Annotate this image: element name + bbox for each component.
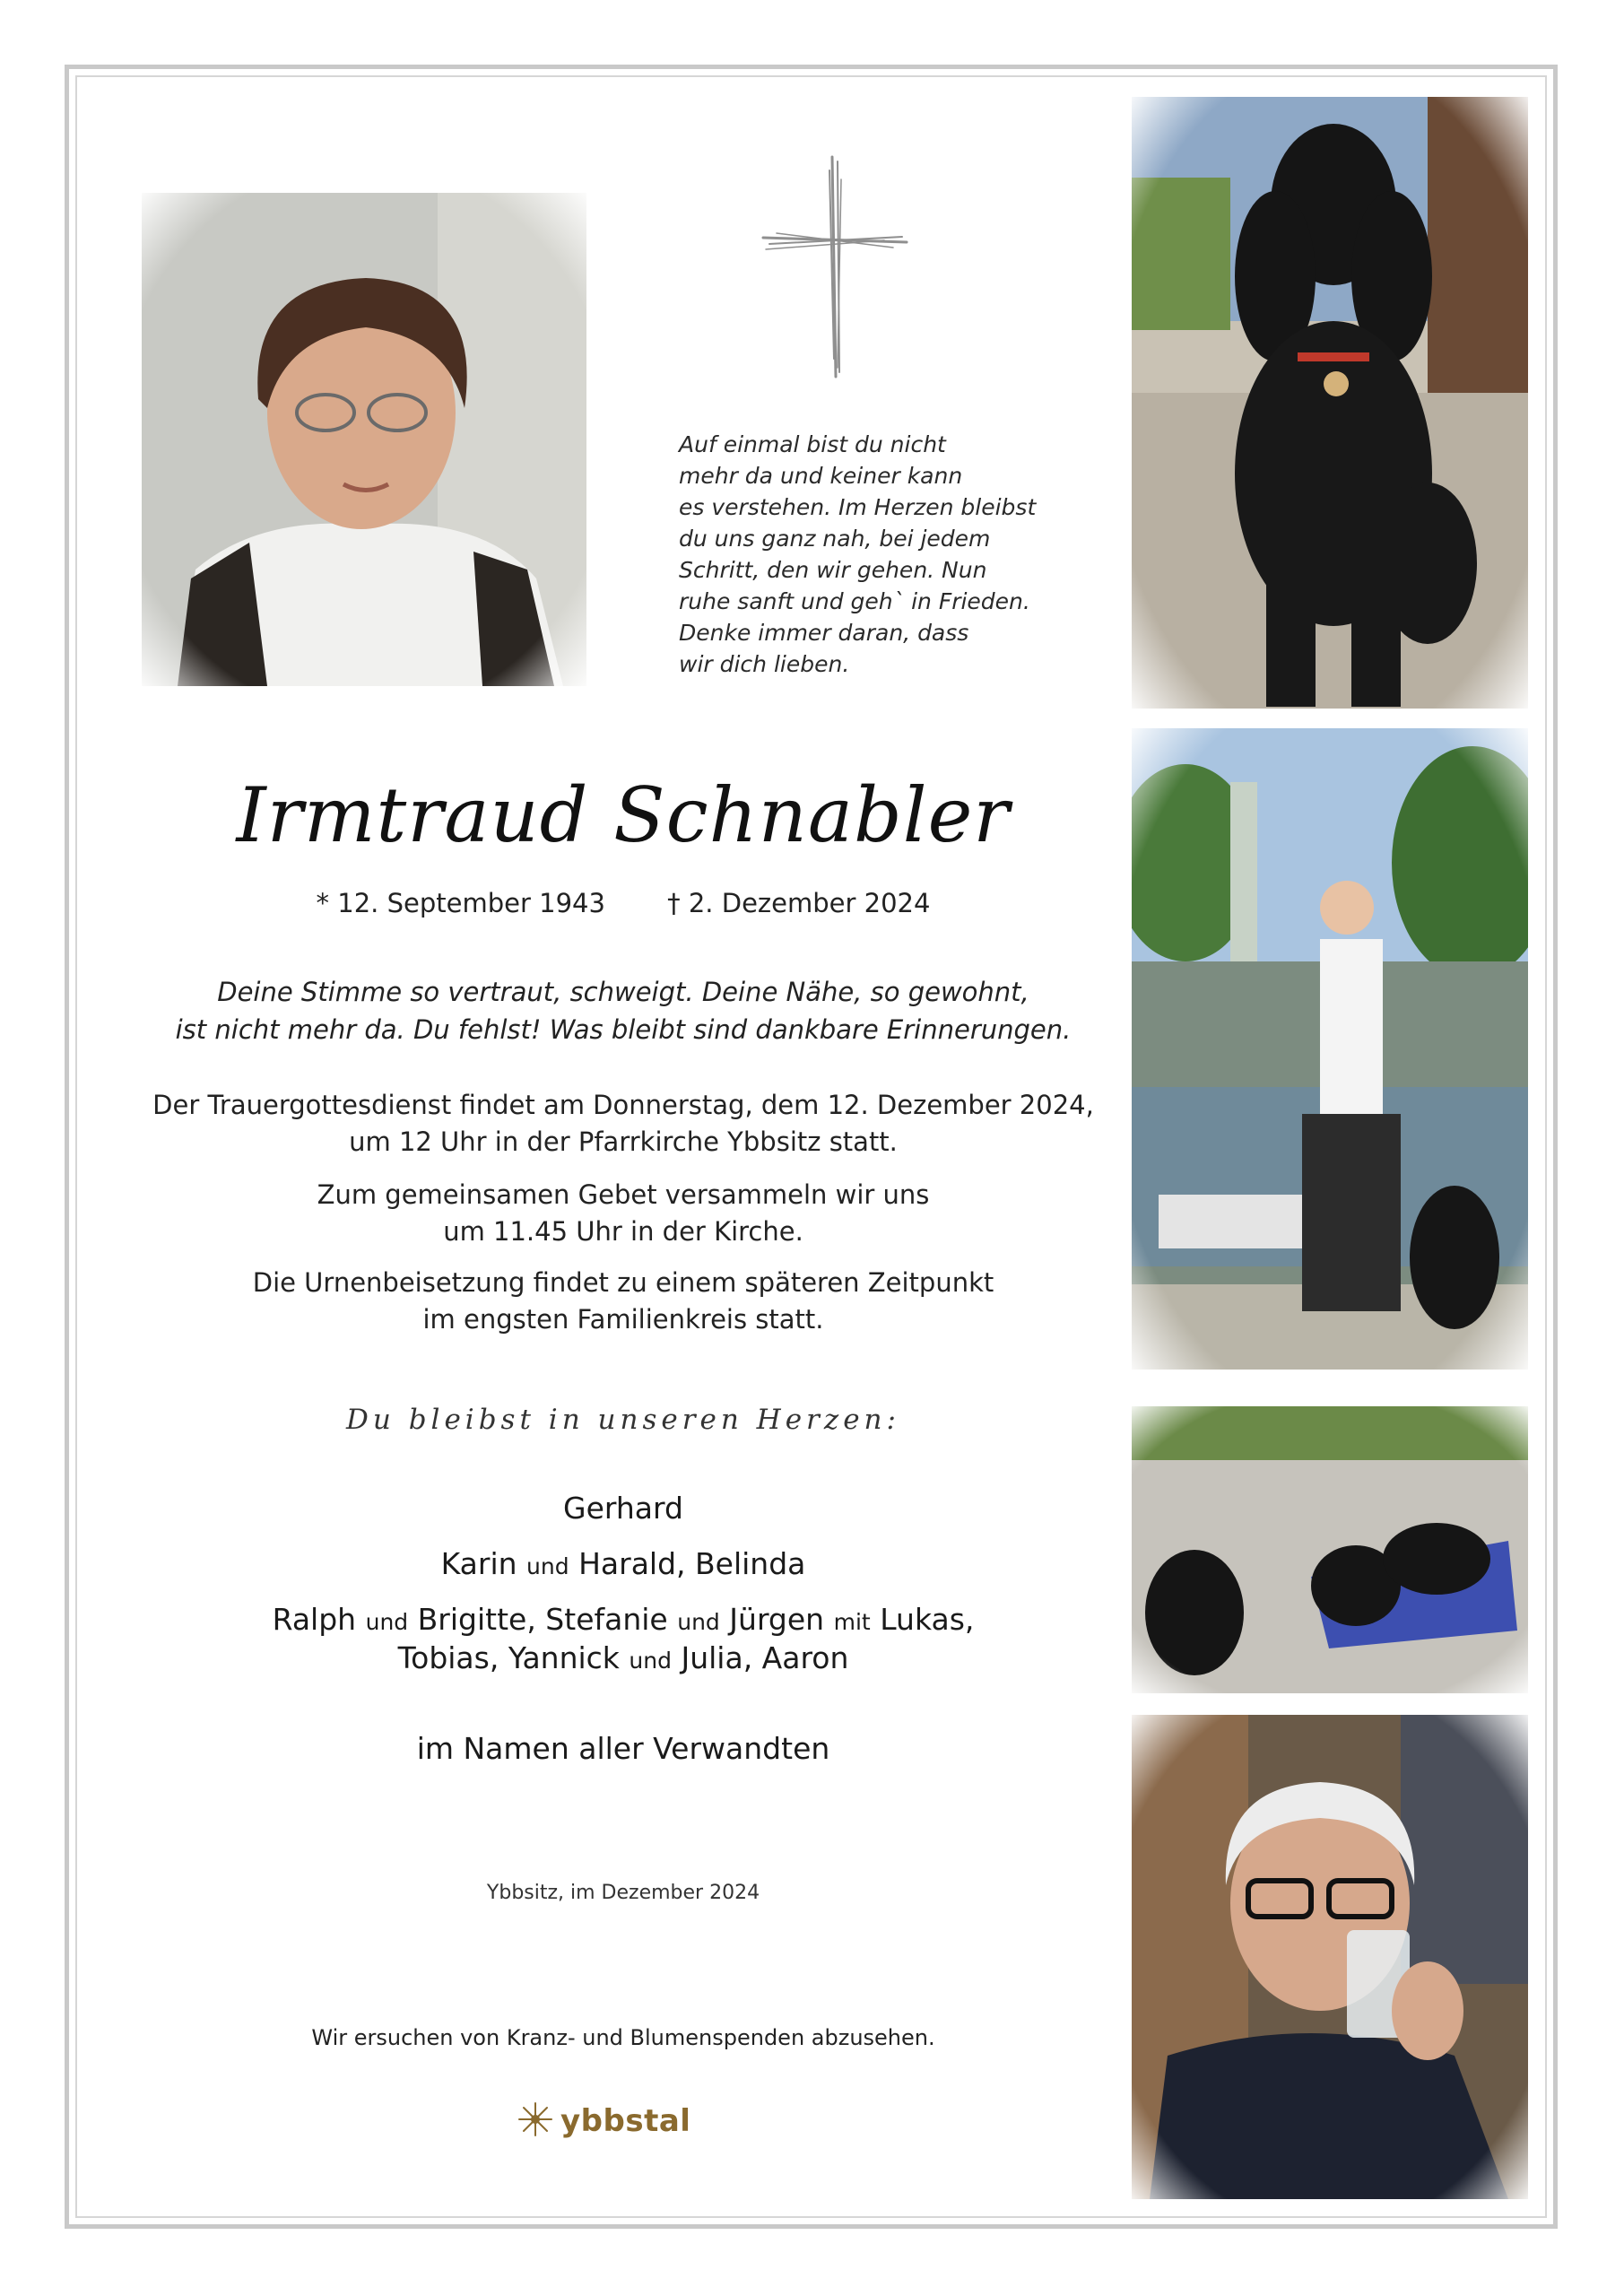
service-line: um 11.45 Uhr in der Kirche. — [443, 1216, 803, 1247]
poem-line: es verstehen. Im Herzen bleibst — [679, 494, 1037, 520]
service-line: Die Urnenbeisetzung findet zu einem späteren Zeitpunkt — [252, 1267, 994, 1298]
service-line: um 12 Uhr in der Pfarrkirche Ybbsitz statt. — [349, 1126, 898, 1157]
poem-line: Schritt, den wir gehen. Nun — [679, 557, 987, 583]
family-connector: mit — [833, 1609, 871, 1635]
death-date: † 2. Dezember 2024 — [667, 888, 931, 918]
family-connector: und — [677, 1609, 720, 1635]
family-connector: und — [365, 1609, 409, 1635]
family-name: Harald, Belinda — [578, 1546, 806, 1581]
family-line-2 — [135, 1544, 1112, 1586]
place-date: Ybbsitz, im Dezember 2024 — [486, 1882, 760, 1904]
family-name: Julia, Aaron — [681, 1640, 849, 1675]
poem-line: ruhe sanft und geh` in Frieden. — [679, 588, 1030, 614]
puppies-photo — [1132, 1406, 1528, 1693]
poem-line: Denke immer daran, dass — [679, 620, 969, 646]
ybbstal-logo — [516, 2099, 690, 2144]
mourners-heading: Du bleibst in unseren Herzen: — [346, 1404, 900, 1436]
family-name: Ralph — [272, 1602, 357, 1637]
quote-line: Deine Stimme so vertraut, schweigt. Deine Nähe, so gewohnt, — [217, 977, 1029, 1007]
family-line-4 — [135, 1639, 1112, 1680]
cross-icon — [759, 152, 911, 381]
family-name: Lukas, — [880, 1602, 975, 1637]
family-name: Karin — [440, 1546, 517, 1581]
park-photo — [1132, 728, 1528, 1370]
deceased-name: Irmtraud Schnabler — [236, 771, 1011, 859]
poem-line: du uns ganz nah, bei jedem — [679, 526, 991, 552]
family-line-3 — [135, 1600, 1112, 1641]
drinking-photo — [1132, 1715, 1528, 2199]
family-name: Tobias, Yannick — [397, 1640, 620, 1675]
family-connector: und — [526, 1553, 569, 1579]
poem-line: wir dich lieben. — [679, 651, 850, 677]
life-dates — [135, 888, 1112, 918]
funeral-service-info — [108, 1087, 1139, 1161]
family-name: Jürgen — [729, 1602, 825, 1637]
prayer-info — [108, 1177, 1139, 1250]
birth-date: * 12. September 1943 — [316, 888, 605, 918]
service-line: im engsten Familienkreis statt. — [422, 1304, 824, 1335]
flower-donation-note: Wir ersuchen von Kranz- und Blumenspenden abzusehen. — [311, 2025, 935, 2050]
family-connector: und — [629, 1648, 672, 1674]
service-line: Zum gemeinsamen Gebet versammeln wir uns — [317, 1179, 930, 1210]
family-line-1: Gerhard — [563, 1491, 683, 1526]
relatives-line: im Namen aller Verwandten — [416, 1731, 830, 1766]
memorial-quote — [108, 973, 1139, 1048]
poem — [679, 429, 1100, 680]
service-line: Der Trauergottesdienst findet am Donnerstag, dem 12. Dezember 2024, — [152, 1090, 1094, 1120]
poem-line: mehr da und keiner kann — [679, 463, 963, 489]
poodle-photo — [1132, 97, 1528, 709]
logo-text: ybbstal — [560, 2103, 691, 2139]
poem-line: Auf einmal bist du nicht — [679, 431, 946, 457]
urn-burial-info — [108, 1265, 1139, 1338]
dandelion-icon — [516, 2100, 555, 2143]
family-name: Brigitte, Stefanie — [417, 1602, 668, 1637]
quote-line: ist nicht mehr da. Du fehlst! Was bleibt sind dankbare Erinnerungen. — [175, 1014, 1072, 1045]
portrait-photo — [142, 193, 586, 686]
